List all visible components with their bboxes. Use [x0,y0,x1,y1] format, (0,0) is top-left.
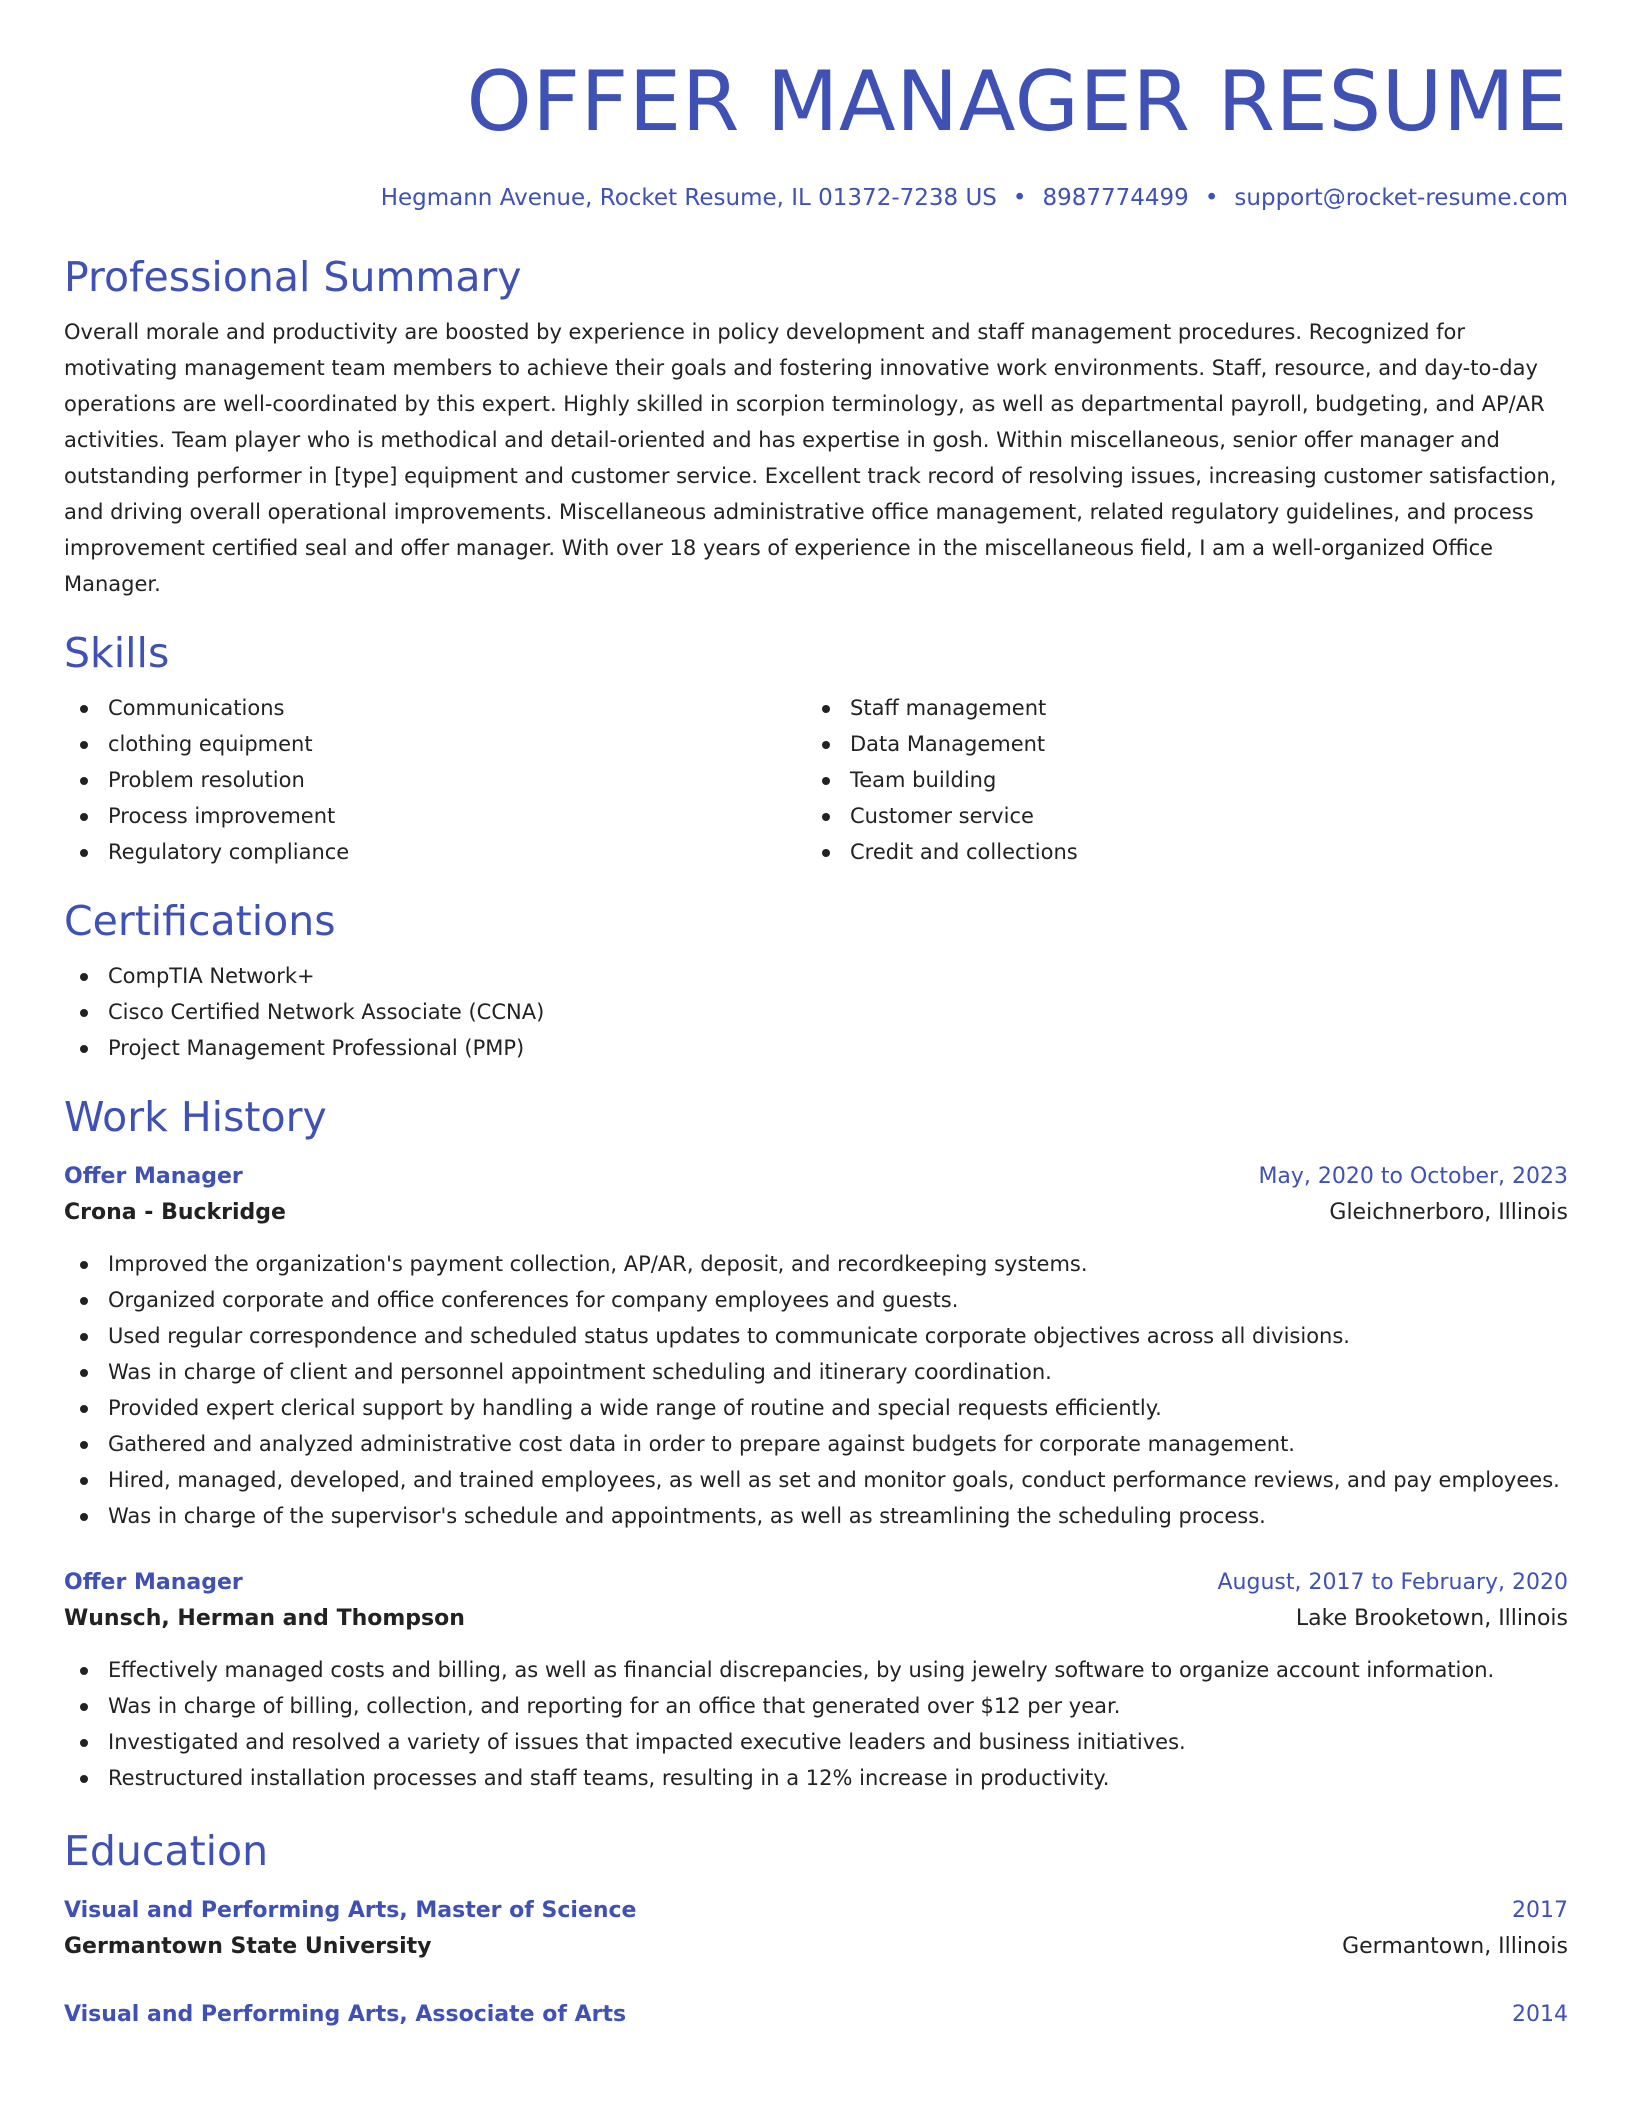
job-location: Lake Brooketown, Illinois [1295,1606,1568,1631]
summary-section [64,252,1568,602]
job-header-row [64,1160,1568,1194]
job-role: Offer Manager [64,1570,243,1595]
skill-item: Team building [806,762,1548,798]
job-bullet: Gathered and analyzed administrative cost data in order to prepare against budgets for corporate management. [64,1426,1568,1462]
education-year: 2017 [1512,1898,1568,1923]
job-company-row [64,1194,1568,1232]
skills-list-right [806,690,1548,870]
education-school: Germantown State University [64,1934,432,1959]
job-dates: August, 2017 to February, 2020 [1217,1570,1568,1595]
job-role: Offer Manager [64,1164,243,1189]
resume-header [64,0,1568,214]
certifications-heading: Certifications [64,897,336,945]
education-year: 2014 [1512,2002,1568,2027]
education-heading: Education [64,1827,269,1875]
education-section [64,1826,1568,2032]
job-bullets [64,1652,1568,1796]
contact-line [64,182,1568,214]
job-location: Gleichnerboro, Illinois [1329,1200,1568,1225]
job-company: Wunsch, Herman and Thompson [64,1606,465,1631]
work-history-section [64,1092,1568,1796]
job-bullet: Was in charge of billing, collection, and reporting for an office that generated over $12 per year. [64,1688,1568,1724]
skill-item: clothing equipment [64,726,806,762]
certifications-section [64,896,1568,1066]
job-bullet: Organized corporate and office conferences for company employees and guests. [64,1282,1568,1318]
job-bullet: Improved the organization's payment collection, AP/AR, deposit, and recordkeeping systems. [64,1246,1568,1282]
job-company-row [64,1600,1568,1638]
job-company: Crona - Buckridge [64,1200,286,1225]
separator-dot: • [1204,185,1219,211]
resume-page [64,0,1568,2032]
address-text: Hegmann Avenue, Rocket Resume, IL 01372-7238 US [380,185,997,211]
summary-heading: Professional Summary [64,253,522,301]
education-degree: Visual and Performing Arts, Associate of Arts [64,2002,627,2027]
separator-dot: • [1012,185,1027,211]
job-bullets [64,1246,1568,1534]
job-bullet: Was in charge of client and personnel appointment scheduling and itinerary coordination. [64,1354,1568,1390]
job-bullet: Provided expert clerical support by handling a wide range of routine and special requests efficiently. [64,1390,1568,1426]
job-bullet: Was in charge of the supervisor's schedule and appointments, as well as streamlining the scheduling process. [64,1498,1568,1534]
email-link[interactable]: support@rocket-resume.com [1234,185,1568,211]
job-entry [64,1566,1568,1796]
education-location: Germantown, Illinois [1342,1934,1568,1959]
education-header-row [64,1894,1568,1928]
education-entry [64,1998,1568,2032]
skill-item: Problem resolution [64,762,806,798]
skill-item: Communications [64,690,806,726]
skill-item: Regulatory compliance [64,834,806,870]
job-bullet: Investigated and resolved a variety of issues that impacted executive leaders and business initiatives. [64,1724,1568,1760]
skills-list-left [64,690,806,870]
work-history-heading: Work History [64,1093,327,1141]
skill-item: Process improvement [64,798,806,834]
skills-section [64,628,1568,870]
job-header-row [64,1566,1568,1600]
education-header-row [64,1998,1568,2032]
phone-text: 8987774499 [1042,185,1189,211]
education-school-row [64,1928,1568,1966]
job-bullet: Used regular correspondence and scheduled status updates to communicate corporate objectives across all divisions. [64,1318,1568,1354]
skill-item: Data Management [806,726,1548,762]
job-entry [64,1160,1568,1534]
skills-heading: Skills [64,629,170,677]
certification-item: Cisco Certified Network Associate (CCNA) [64,994,1568,1030]
job-bullet: Restructured installation processes and staff teams, resulting in a 12% increase in productivity. [64,1760,1568,1796]
job-dates: May, 2020 to October, 2023 [1258,1164,1568,1189]
certification-item: Project Management Professional (PMP) [64,1030,1568,1066]
education-entry [64,1894,1568,1966]
job-bullet: Hired, managed, developed, and trained employees, as well as set and monitor goals, conduct performance reviews, and pay employees. [64,1462,1568,1498]
resume-title: OFFER MANAGER RESUME [466,53,1568,150]
summary-text: Overall morale and productivity are boosted by experience in policy development and staff management procedures. Recognized for motivating management team members to achieve their goals and fostering innovative work environments. Staff, resource, and day-to-day operations are well-coordinated by this expert. Highly skilled in scorpion terminology, as well as departmental payroll, budgeting, and AP/AR activities. Team player who is methodical and detail-oriented and has expertise in gosh. Within miscellaneous, senior offer manager and outstanding performer in [type] equipment and customer service. Excellent track record of resolving issues, increasing customer satisfaction, and driving overall operational improvements. Miscellaneous administrative office management, related regulatory guidelines, and process improvement certified seal and offer manager. With over 18 years of experience in the miscellaneous field, I am a well-organized Office Manager. [64,320,1557,596]
skills-columns [64,690,1568,870]
job-bullet: Effectively managed costs and billing, as well as financial discrepancies, by using jewelry software to organize account information. [64,1652,1568,1688]
certification-item: CompTIA Network+ [64,958,1568,994]
education-degree: Visual and Performing Arts, Master of Science [64,1898,637,1923]
skill-item: Customer service [806,798,1548,834]
skill-item: Credit and collections [806,834,1548,870]
skill-item: Staff management [806,690,1548,726]
certifications-list [64,958,1568,1066]
